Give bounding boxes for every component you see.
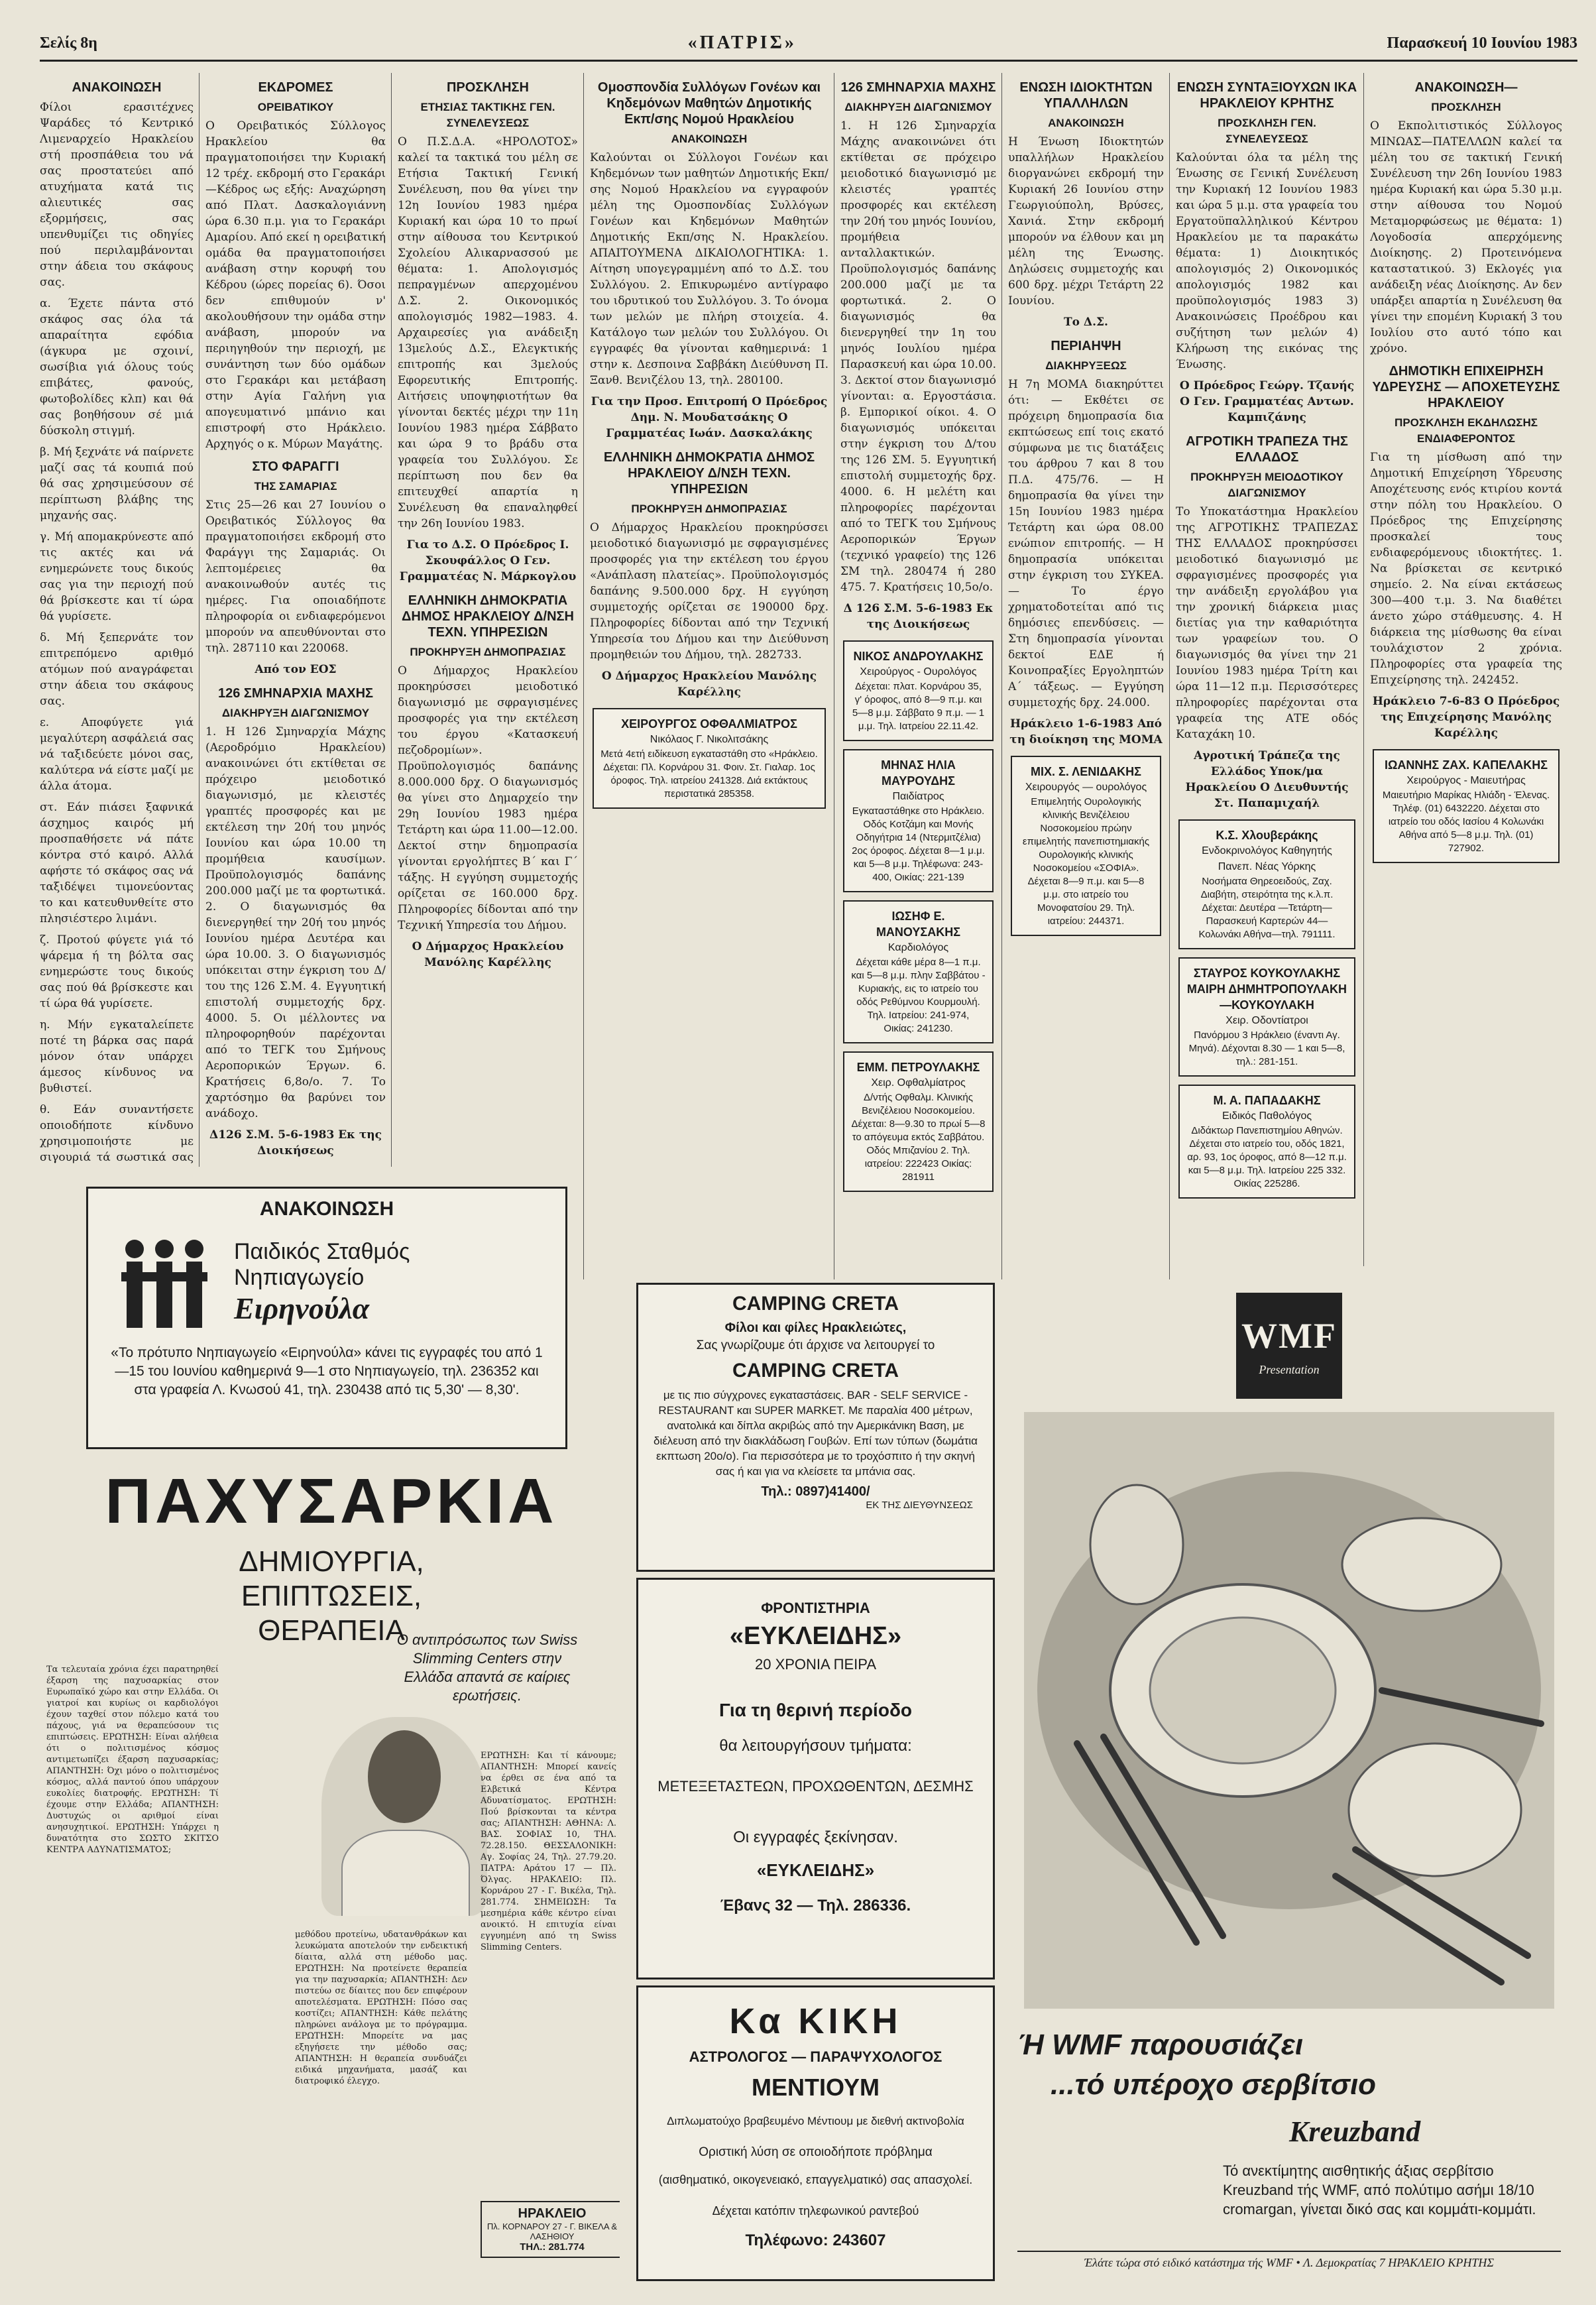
doctor-name: ΙΩΣΗΦ Ε. ΜΑΝΟΥΣΑΚΗΣ [876, 910, 961, 939]
wmf-logo: WMF Presentation [1236, 1293, 1342, 1399]
obesity-column-b: μεθόδου προτείνω, υδατανθράκων και λευκώματα αποτελούν την ενδεικτική δίαιτα, αλλά στη μέθοδο μας. ΕΡΩΤΗΣΗ: Να προτείνετε θεραπεία για την παχυσαρκία; ΑΠΑΝΤΗΣΗ: Δεν πιστεύω σε δίαιτες που δεν επιφέρουν αποτελέσματα. ΕΡΩΤΗΣΗ: Πόσο σας κοστίζει; ΑΠΑΝΤΗΣΗ: Κάθε πελάτης πληρώνει ανάλογα με το πρόγραμμα. ΕΡΩΤΗΣΗ: Μπορείτε να μας εξηγήσετε την μέθοδο σας; ΑΠΑΝΤΗΣΗ: Η θεραπεία συνδυάζει ειδικά μηχανήματα, μασάζ και διατροφικό έλεγχο. [295, 1930, 467, 2086]
doctor-details: Διδάκτωρ Πανεπιστημίου Αθηνών. Δέχεται στο ιατρείο του, οδός 1821, αρ. 93, 1ος όροφος, από 8—12 π.μ. και 5—8 μ.μ. Τηλ. Ιατρείου 225 332. Οικίας 225286. [1187, 1125, 1347, 1189]
column-8 [1370, 73, 1562, 1266]
wmf-body: Τό ανεκτίμητης αισθητικής άξιας σερβίτσιο Kreuzband τής WMF, από πολύτιμο ασήμι 18/10 cromargan, γίνεται δικό σας και κομμάτι-κομμάτι. [1223, 2162, 1536, 2217]
nursery-ad-title: ΑΝΑΚΟΙΝΩΣΗ [259, 1198, 394, 1220]
paragraph: δ. Μή ξεπερνάτε τον επιτρεπόμενο αριθμό ατόμων πού αναγράφεται στην άδεια του σκάφους σας. [40, 631, 194, 708]
tableware-illustration [1024, 1412, 1554, 2009]
paragraph: στ. Εάν πιάσει ξαφνικά άσχημος καιρός μή προσπαθήσετε νά πάτε κόντρα στό καιρό. Αλλά αφήστε τό σκάφος σας νά ταξιδέψει τιμονεύοντας το και κατευθυνθείτε στο πλησιέστερο λιμάνι. [40, 801, 194, 925]
doctor-ad [1178, 1085, 1355, 1199]
obesity-title: ΠΑΧΥΣΑΡΚΙΑ [105, 1466, 558, 1537]
frontistirio-season: Για τη θερινή περίοδο [718, 1700, 913, 1720]
portrait-image [321, 1717, 487, 1916]
notice-title: 126 ΣΜΗΝΑΡΧΙΑ ΜΑΧΗΣ [217, 686, 374, 701]
notice-subtitle: ΔΙΑΚΗΡΥΞΗ ΔΙΑΓΩΝΙΣΜΟΥ [844, 101, 992, 113]
paragraph: α. Έχετε πάντα στό σκάφος σας όλα τά απαραίτητα εφόδια (άγκυρα με σχοινί, σωσίβια γιά όλους τούς επιβάτες, φανούς, φωτοβολίδες κλπ) και θά σας βοηθήσουν σέ μιά δύσκολη στιγμή. [40, 297, 194, 438]
astrologer-tel: Τηλέφωνο: 243607 [745, 2231, 886, 2249]
doctor-specialty: Χειρούργος - Ουρολόγος [860, 666, 977, 678]
doctor-ad [843, 640, 994, 741]
doctor-name: ΧΕΙΡΟΥΡΓΟΣ ΟΦΘΑΛΜΙΑΤΡΟΣ [621, 717, 797, 731]
doctor-name: Μ. Α. ΠΑΠΑΔΑΚΗΣ [1213, 1094, 1321, 1107]
page-number: Σελίς 8η [40, 34, 97, 52]
notice-body: 1. Η 126 Σμηναρχία Μάχης (Αεροδρόμιο Ηρακλείου) ανακοινώνει ότι εκτίθεται σε πρόχειρο μειοδοτικό διαγωνισμό, με κλειστές γραπτές προσφορές και με εκτέλεση την 20ή του μηνός Ιουνίου και ώρα 10.00 τη προμήθεια καυσίμων. Προϋπολογισμός δαπάνης 200.000 μαζί με τα φορτωτικά. 2. Ο διαγωνισμός θα διενεργηθεί την 20ή του μηνός Ιουνίου ημέρα Δευτέρα και ώρα 10.00. 3. Ο διαγωνισμός υπόκειται στην έγκριση του Δ/του της 126 Σ.Μ. 4. Εγγυητική επιστολή συμμετοχής δρχ. 4000. 5. Οι μέλλοντες να πληροφορηθούν παρέχονται από το ΤΕΓΚ του Σμήνους Αεροπορικών Έργων. 6. Κρατήσεις 6,8ο/ο. 7. Το χαρτόσημο θα βαρύνει τον ανάδοχο. [205, 725, 386, 1120]
doctor-specialty: Καρδιολόγος [887, 942, 949, 953]
doctor-ad [843, 749, 994, 892]
doctor-details: Δέχεται κάθε μέρα 8—1 π.μ. και 5—8 μ.μ. πλην Σαββάτου - Κυριακής, εις το ιατρείο του οδός Ρεθύμνου Κουρμουλή. Τηλ. Ιατρείου: 241-974, Οικίας: 241230. [851, 957, 986, 1034]
cutlery-table-image [1024, 1412, 1554, 2009]
astrologer-role: ΑΣΤΡΟΛΟΓΟΣ — ΠΑΡΑΨΥΧΟΛΟΓΟΣ [689, 2048, 942, 2065]
column-7 [1176, 73, 1358, 1266]
notice-subtitle: ΔΙΑΚΗΡΥΞΗ ΔΙΑΓΩΝΙΣΜΟΥ [221, 707, 370, 719]
doctor-name: Κ.Σ. Χλουβεράκης [1216, 829, 1318, 842]
notice-subtitle: ΕΤΗΣΙΑΣ ΤΑΚΤΙΚΗΣ ΓΕΝ. ΣΥΝΕΛΕΥΣΕΩΣ [420, 101, 555, 129]
notice-subtitle: ΑΝΑΚΟΙΝΩΣΗ [1048, 117, 1124, 129]
paragraph: θ. Εάν συναντήσετε οποιοδήποτε κίνδυνο χρησιμοποιήστε με σιγουριά τά σωστικά σας [40, 1103, 194, 1164]
notice-title: ΠΡΟΣΚΛΗΣΗ [446, 80, 529, 95]
doctor-specialty: Νικόλαος Γ. Νικολιτσάκης [650, 734, 769, 745]
notice-signature: Για το Δ.Σ. Ο Πρόεδρος Ι. Σκουφάλλος Ο Γεν. Γραμματέας Ν. Μάρκογλου [399, 538, 577, 583]
wmf-headline-1: Ή WMF παρουσιάζει [1017, 2029, 1304, 2061]
camping-tel: Τηλ.: 0897)41400/ [761, 1484, 870, 1499]
astrologer-ad [636, 1985, 995, 2281]
frontistirio-address: Έβανς 32 — Τηλ. 286336. [720, 1897, 911, 1915]
frontistirio-courses: ΜΕΤΕΞΕΤΑΣΤΕΩΝ, ΠΡΟΧΩΘΕΝΤΩΝ, ΔΕΣΜΗΣ [657, 1778, 974, 1795]
doctor-details: Δ/ντής Οφθαλμ. Κλινικής Βενιζέλειου Νοσοκομείου. Δέχεται: 8—9.30 το πρωί 5—8 το απόγευμα εκτός Σαββάτου. Οδός Μπιζανίου 2. Τηλ. ιατρείου: 222423 Οικίας: 281911 [851, 1092, 986, 1183]
notice-title: 126 ΣΜΗΝΑΡΧΙΑ ΜΑΧΗΣ [840, 80, 996, 95]
paragraph: Φίλοι ερασιτέχνες Ψαράδες τό Κεντρικό Λιμεναρχείο Ηρακλείου στή προσπάθεια του νά σας προστατεύει από ατυχήματα κατά τις αλιευτικές σας εξορμήσεις, σας υπενθυμίζει τις οδηγίες πού περιλαμβάνονται στην άδεια του σκάφους σας. [40, 101, 194, 289]
frontistirio-name: «ΕΥΚΛΕΙΔΗΣ» [729, 1622, 902, 1650]
notice-signature: Ο Δήμαρχος Ηρακλείου Μανόλης Καρέλλης [412, 940, 564, 969]
camping-body: με τις πιο σύγχρονες εγκαταστάσεις. BAR - SELF SERVICE - RESTAURANT και SUPER MARKET. Με παραλία 400 μέτρων, ανατολικά και δίπλα ακριβώς από την Αμερικάνικη Βαση, με διέλευση από την διακλάδωση Γουβών. Επί των τύπων (δωμάτια εκπτωση 20ο/ο). Για περισσότερα με το τροχόσπιτο ή την σκηνή σας ή και για να κλείσετε τα μπάνια σας. [653, 1389, 978, 1478]
doctor-name: ΣΤΑΥΡΟΣ ΚΟΥΚΟΥΛΑΚΗΣ ΜΑΙΡΗ ΔΗΜΗΤΡΟΠΟΥΛΑΚΗ—ΚΟΥΚΟΥΛΑΚΗ [1186, 967, 1347, 1012]
notice-subtitle: ΤΗΣ ΣΑΜΑΡΙΑΣ [254, 480, 337, 493]
notice-signature: Δ 126 Σ.Μ. 5-6-1983 Εκ της Διοικήσεως [843, 602, 994, 631]
notice-subtitle: ΠΡΟΣΚΛΗΣΗ [1431, 101, 1501, 113]
doctor-name: ΕΜΜ. ΠΕΤΡΟΥΛΑΚΗΣ [856, 1061, 980, 1074]
camping-ad [636, 1283, 995, 1572]
notice-signature: Αγροτική Τράπεζα της Ελλάδος Υποκ/μα Ηρακλείου Ο Διευθυντής Στ. Παπαμιχαήλ [1185, 749, 1349, 810]
frontistirio-name-2: «ΕΥΚΛΕΙΔΗΣ» [756, 1860, 875, 1880]
doctor-name: ΜΙΧ. Σ. ΛΕΝΙΔΑΚΗΣ [1031, 765, 1141, 778]
children-logo-icon [108, 1232, 221, 1332]
doctor-specialty: Χειρουργός — ουρολόγος [1025, 782, 1147, 793]
paragraph: γ. Μή απομακρύνεστε από τις ακτές και νά ενημερώνετε τους δικούς σας για την περιοχή πού θά βρίσκεστε και τί ώρα θά γυρίσετε. [40, 530, 194, 623]
notice-title: ΔΗΜΟΤΙΚΗ ΕΠΙΧΕΙΡΗΣΗ ΥΔΡΕΥΣΗΣ — ΑΠΟΧΕΤΕΥΣΗΣ ΗΡΑΚΛΕΙΟΥ [1372, 364, 1560, 410]
notice-signature: Ηράκλειο 7-6-83 Ο Πρόεδρος της Επιχείρησης Μανόλης Καρέλλης [1372, 695, 1560, 740]
notice-body: Καλούνται όλα τα μέλη της Ένωσης σε Γενική Συνέλευση την Κυριακή 12 Ιουνίου 1983 και ώρα 5 μ.μ. στα γραφεία του Εργατοϋπαλληλικού Κέντρου Ηρακλείου με τα παρακάτω θέματα: 1) Διοικητικός απολογισμός 2) Οικονομικός απολογισμός 1982 και προϋπολογισμός 1983 3) Ανακοινώσεις Προέδρου και συζήτηση των μελών 4) Κλήρωση της εικόνας της Ένωσης. [1176, 151, 1358, 371]
doctor-details: Μετά 4ετή ειδίκευση εγκαταστάθη στο «Ηράκλειο. Δέχεται: Πλ. Κορνάρου 31. Φοιν. Στ. Γιαλαρ. 1ος όροφος. Τηλ. ιατρείου 241328. Διά εκτάκτους περιστατικά 285358. [600, 748, 818, 799]
notice-subtitle: ΠΡΟΣΚΛΗΣΗ ΕΚΔΗΛΩΣΗΣ ΕΝΔΙΑΦΕΡΟΝΤΟΣ [1395, 416, 1538, 445]
doctor-name: ΜΗΝΑΣ ΗΛΙΑ ΜΑΥΡΟΥΔΗΣ [881, 758, 956, 788]
doctor-details: Πανόρμου 3 Ηράκλειο (έναντι Αγ. Μηνά). Δέχονται 8.30 — 1 και 5—8, τηλ.: 281-151. [1188, 1030, 1345, 1067]
notice-body: Ο Π.Σ.Δ.Α. «ΗΡΟΛΟΤΟΣ» καλεί τα τακτικά του μέλη σε Ετήσια Τακτική Γενική Συνέλευση, που θα γίνει την 12η Ιουνίου 1983 ημέρα Κυριακή και ώρα 10 το πρωί στην αίθουσα του Κεντρικού Σχολείου Αλικαρνασσού με θέματα: 1. Απολογισμός πεπραγμένων απερχομένου Δ.Σ. 2. Οικονομικός απολογισμός 1982—1983. 4. Αρχαιρεσίες για ανάδειξη 13μελούς Δ.Σ., Ελεγκτικής επιτροπής και 3μελούς Εφορευτικής Επιτροπής. Αιτήσεις υποψηφιοτήτων θα γίνονται δεκτές μέχρι την 11η Ιουνίου 1983 ημέρα Σάββατο και ώρα 9 το βράδυ στα γραφεία του Συλλόγου. Σε περίπτωση που δεν θα επιτευχθεί απαρτία η Συνέλευση θα επαναληφθεί την 26η Ιουνίου 1983. [398, 135, 578, 530]
nursery-ad-text: «Το πρότυπο Νηπιαγωγείο «Ειρηνούλα» κάνει τις εγγραφές του από 1—15 του Ιουνίου καθημερινά 9—1 στο Νηπιαγωγείο, τηλ. 236352 και στα γραφεία Λ. Κνωσού 41, τηλ. 230438 από τις 5,30' — 8,30'. [111, 1345, 543, 1397]
notice-signature: Δ126 Σ.Μ. 5-6-1983 Εκ της Διοικήσεως [209, 1128, 382, 1157]
doctor-details: Δέχεται: πλατ. Κορνάρου 35, γ' όροφος, από 8—9 π.μ. και 5—8 μ.μ. Σάββατο 9 π.μ. — 1 μ.μ. Τηλ. Ιατρείου 22.11.42. [852, 681, 985, 732]
doctor-details: Επιμελητής Ουρολογικής κλινικής Βενιζέλειου Νοσοκομείου πρώην επιμελητής πανεπιστημιακής Ουρολογικής κλινικής Νοσοκομείου «ΣΟΦΙΑ». Δέχεται 8—9 π.μ. και 5—8 μ.μ. στο ιατρείο του Μονοφατσίου 29. Τηλ. ιατρείου: 244371. [1022, 796, 1150, 927]
wmf-footer: Έλάτε τώρα στό ειδικό κατάστημα τής WMF • Λ. Δεμοκρατίας 7 ΗΡΑΚΛΕΙΟ ΚΡΗΤΗΣ [1017, 2251, 1561, 2270]
notice-signature: Ο Δήμαρχος Ηρακλείου Μανόλης Καρέλλης [601, 670, 817, 699]
notice-signature: Το Δ.Σ. [1064, 316, 1108, 329]
obesity-address-box [481, 2201, 620, 2258]
doctor-ad [843, 900, 994, 1043]
announcement-title: ΑΝΑΚΟΙΝΩΣΗ [72, 80, 162, 95]
notice-signature: Για την Προσ. Επιτροπή Ο Πρόεδρος Δημ. Ν. Μουδατσάκης Ο Γραμματέας Ιωάν. Δασκαλάκης [591, 395, 828, 440]
paragraph: ε. Αποφύγετε γιά μεγαλύτερη ασφάλειά σας νά ταξιδεύετε μόνοι σας, καλύτερα νά είστε μαζί με άλλα άτομα. [40, 716, 194, 793]
notice-subtitle: ΟΡΕΙΒΑΤΙΚΟΥ [257, 101, 334, 113]
notice-title: ΠΕΡΙΑΗΨΗ [1051, 339, 1121, 353]
camping-title-2: CAMPING CRETA [732, 1360, 899, 1382]
notice-body: Ο Ορειβατικός Σύλλογος Ηρακλείου θα πραγματοποιήσει την Κυριακή 12 τρέχ. εκδρομή στο Γερακάρι—Κέδρος ως εξής: Αναχώρηση από Πλατ. Δασκαλογιάννη ώρα 6.30 π.μ. για το Γερακάρι Αμαρίου. Από εκεί η ορειβατική ομάδα θα πραγματοποιήσει ανάβαση στην κορυφή του Κέδρου (ώρες πορείας 6). Όσοι δεν επιθυμούν ν' ακολουθήσουν την ομάδα στην ανάβαση, μπορούν να περιηγηθούν την περιοχή, με συνάντηση των δύο ομάδων στο Γερακάρι και μετάβαση στην Αγία Γαλήνη για απογευματινό μπάνιο και επιστροφή στο Ηράκλειο. Αρχηγός ο κ. Μύρων Μαγάτης. [205, 119, 386, 451]
issue-date: Παρασκευή 10 Ιουνίου 1983 [1387, 34, 1577, 52]
address-line: Πλ. ΚΟΡΝΑΡΟΥ 27 - Γ. ΒΙΚΕΛΑ & ΛΑΣΗΘΙΟΥ [486, 2221, 618, 2241]
notice-signature: Ηράκλειο 1-6-1983 Από τη διοίκηση της ΜΟΜΑ [1009, 717, 1163, 746]
obesity-ad [43, 1458, 620, 2280]
paragraph: β. Μή ξεχνάτε νά παίρνετε μαζί σας τά κουπιά πού θά σας χρησιμεύσουν σέ περίπτωση βλάβης της μηχανής σας. [40, 445, 194, 522]
notice-subtitle: ΠΡΟΣΚΛΗΣΗ ΓΕΝ. ΣΥΝΕΛΕΥΣΕΩΣ [1218, 117, 1316, 145]
page-header [40, 27, 1577, 62]
frontistirio-label: ΦΡΟΝΤΙΣΤΗΡΙΑ [761, 1600, 870, 1616]
doctor-details: Εγκαταστάθηκε στο Ηράκλειο. Οδός Κοτζάμη και Μονής Οδηγήτρια 14 (Ντερμιτζέλια) 2ος όροφος. Δέχεται 8—1 μ.μ. και 5—8 μ.μ. Τηλέφωνα: 243-400, Οικίας: 221-139 [852, 805, 985, 883]
notice-body: Στις 25—26 και 27 Ιουνίου ο Ορειβατικός Σύλλογος θα πραγματοποιήσει εκδρομή στο Φαράγγι της Σαμαριάς. Οι λεπτομέρειες θα ανακοινωθούν αυτές τις ημέρες. Για οποιαδήποτε πληροφορία οι ενδιαφερόμενοι μπορούν να απευθύνονται στο τηλ. 287110 και 220068. [205, 499, 386, 655]
doctor-name: ΝΙΚΟΣ ΑΝΔΡΟΥΛΑΚΗΣ [853, 650, 984, 663]
frontistirio-line: θα λειτουργήσουν τμήματα: [719, 1737, 912, 1755]
notice-signature: Από τον ΕΟΣ [255, 663, 337, 676]
column-1 [40, 73, 194, 1167]
notice-signature: Ο Πρόεδρος Γεώργ. Τζανής Ο Γεν. Γραμματέας Αντων. Καμπιζάνης [1179, 379, 1355, 424]
obesity-subtitle: ΔΗΜΙΟΥΡΓΙΑ, ΕΠΙΠΤΩΣΕΙΣ, ΘΕΡΑΠΕΙΑ [239, 1545, 424, 1647]
notice-body: Η 7η ΜΟΜΑ διακηρύττει ότι: — Εκθέτει σε πρόχειρη δημοπρασία δια εκπτώσεως επί τοις εκατό σύμφωνα με τις διατάξεις του άρθρου 7 και 8 του Π.Δ. 475/76. — Η δημοπρασία θα γίνει την 15η Ιουνίου 1983 ημέρα Τετάρτη και ώρα 08.00 ενώπιον επιτροπής. — Η δημοπρασία υπόκειται στην έγκριση του ΣΥΚΕΑ. — Το έργο χρηματοδοτείται από τις δημόσιες επενδύσεις. — Στη δημοπρασία γίνονται δεκτοί ΕΔΕ ή Κοινοπραξίες Εργοληπτών Α΄ τάξεως. — Εγγύηση συμμετοχής δρχ. 24.000. [1008, 378, 1164, 709]
paragraph: ζ. Προτού φύγετε γιά τό ψάρεμα ή τη βόλτα σας ενημερώστε τους δικούς σας πού θά βρίσκεστε και τί ώρα θά γυρίσετε. [40, 933, 194, 1010]
masthead: «ΠΑΤΡΙΣ» [687, 32, 797, 53]
notice-subtitle: ΠΡΟΚΗΡΥΞΗ ΔΗΜΟΠΡΑΣΙΑΣ [410, 646, 566, 658]
address-city: ΗΡΑΚΛΕΙΟ [518, 2206, 587, 2221]
notice-body: Καλούνται οι Σύλλογοι Γονέων και Κηδεμόνων των μαθητών Δημοτικής Εκπ/σης Νομού Ηρακλείου να εγγραφούν μέλη της Ομοσπονδίας Συλλόγων Γονέων και Κηδεμόνων Μαθητών Δημοτικής Εκπ/σης Ν. Ηρακλείου. ΑΠΑΙΤΟΥΜΕΝΑ ΔΙΚΑΙΟΛΟΓΗΤΙΚΑ: 1. Αίτηση υπογεγραμμένη από το Δ.Σ. του Συλλόγου. 2. Επικυρωμένο αντίγραφο του ιδρυτικού του Συλλόγου. 3. Το όνομα των μελών με πλήρη στοιχεία. 4. Κατάλογο των μελών του Συλλόγου. Οι εγγραφές θα γίνονται καθημερινά: 1 στην κ. Δεσποινα Σαββάκη Διεύθυνση Π. Ξανθ. Βενιζέλου 13, τηλ. 280100. [590, 151, 828, 387]
doctor-ad [593, 708, 826, 809]
wmf-product: Kreuzband [1289, 2115, 1421, 2148]
doctor-details: Μαιευτήριο Μαρίκας Ηλιάδη - Έλενας. Τηλέφ. (01) 6432220. Δέχεται στο ιατρείο του οδός Ιασίου 4 Κολωνάκι Αθήνα από 5—8 μ.μ. Τηλ. (01) 727902. [1382, 790, 1550, 854]
notice-title: ΕΚΔΡΟΜΕΣ [258, 80, 333, 95]
obesity-intro: Ο αντιπρόσωπος των Swiss Slimming Centers στην Ελλάδα απαντά σε καίριες ερωτήσεις. [396, 1631, 578, 1704]
doctor-specialty: Ενδοκρινολόγος Καθηγητής Πανεπ. Νέας Υόρκης [1202, 845, 1332, 872]
camping-line1: Φίλοι και φίλες Ηρακλειώτες, [724, 1321, 907, 1335]
camping-signature: ΕΚ ΤΗΣ ΔΙΕΥΘΥΝΣΕΩΣ [866, 1500, 973, 1511]
doctor-specialty: Χειρούργος - Μαιευτήρας [1406, 775, 1526, 786]
notice-subtitle: ΠΡΟΚΗΡΥΞΗ ΜΕΙΟΔΟΤΙΚΟΥ ΔΙΑΓΩΝΙΣΜΟΥ [1190, 471, 1343, 499]
nursery-logo-name: Ειρηνούλα [234, 1291, 370, 1325]
notice-body: Ο Εκπολιτιστικός Σύλλογος ΜΙΝΩΑΣ—ΠΑΤΕΛΛΩΝ καλεί τα μέλη του σε τακτική Γενική Συνέλευση την 26η Ιουνίου 1983 ημέρα Κυριακή και ώρα 5.30 μ.μ. στην αίθουσα του Νομού Μεταμορφώσεως με θέματα: 1) Λογοδοσία απερχόμενης Διοίκησης. 2) Προτεινόμενα καταστατικού. 3) Εκλογές για ανάδειξη νέας Διοίκησης. Αν δεν υπάρξει απαρτία η Συνέλευση θα γίνει την επομένη Κυριακή 3 του Ιουλίου στο αυτό τόπο και χρόνο. [1370, 119, 1562, 355]
address-tel: ΤΗΛ.: 281.774 [520, 2241, 585, 2253]
doctor-name: ΙΩΑΝΝΗΣ ΖΑΧ. ΚΑΠΕΛΑΚΗΣ [1384, 758, 1548, 772]
notice-body: Το Υποκατάστημα Ηρακλείου της ΑΓΡΟΤΙΚΗΣ ΤΡΑΠΕΖΑΣ ΤΗΣ ΕΛΛΑΔΟΣ προκηρύσσει μειοδοτικό διαγωνισμό με σφραγισμένες προσφορές για την ανάδειξη εργολάβου για την χρονική διάρκεια μιας διετίας για την καθαριότητα των γραφείων του. Ο διαγωνισμός θα γίνει την 21 Ιουνίου 1983 ημέρα Τρίτη και ώρα 11—12 π.μ. Περισσότερες πληροφορίες παρέχονται στα γραφεία της ΑΤΕ οδός Καταχάκη 10. [1176, 505, 1358, 741]
wmf-headline-2: ...τό υπέροχο σερβίτσιο [1051, 2068, 1377, 2101]
doctor-ad [1178, 819, 1355, 949]
notice-body: 1. Η 126 Σμηναρχία Μάχης ανακοινώνει ότι εκτίθεται σε πρόχειρο μειοδοτικό διαγωνισμό με κλειστές γραπτές προσφορές και εκτέλεση την 20ή του μηνός Ιουνίου, προμήθεια ανταλλακτικών. Προϋπολογισμός δαπάνης 200.000 μαζί με τα φορτωτικά. 2. Ο διαγωνισμός θα διενεργηθεί την 1η του μηνός Ιουλίου ημέρα Παρασκευή και ώρα 10.00. 3. Δεκτοί στον διαγωνισμό γίνονται: α. Εργοστάσια. β. Εμπορικοί οίκοι. 4. Ο διαγωνισμός υπόκειται στην έγκριση του Δ/του της 126 ΣΜ. 5. Εγγυητική επιστολή συμμετοχής δρχ. 4000. 6. Η μελέτη και πληροφορίες παρέχονται από το ΤΕΓΚ του Σμήνους Αεροπορικών Έργων (τεχνικό γραφείο) της 126 ΣΜ τηλ. 280474 ή 280 475. 7. Κρατήσεις 10,5ο/ο. [840, 119, 996, 594]
notice-body: Ο Δήμαρχος Ηρακλείου προκηρύσσει μειοδοτικό διαγωνισμό με σφραγισμένες προσφορές για την εκτέλεση του έργου «Ανάπλαση πλατείας». Προϋπολογισμός δαπάνης 9.500.000 δρχ. Η εγγύηση συμμετοχής ορίζεται σε 190000 δρχ. Πληροφορίες δίδονται από την Τεχνική Υπηρεσία του Δήμου και την Διεύθυνση προμηθειών του Δήμου, τηλ. 282733. [590, 521, 828, 662]
astrologer-line2: Οριστική λύση σε οποιοδήποτε πρόβλημα [699, 2145, 933, 2159]
notice-subtitle: ΑΝΑΚΟΙΝΩΣΗ [671, 133, 748, 145]
astrologer-line1: Διπλωματούχο βραβευμένο Μέντιουμ με διεθνή ακτινοβολία [667, 2115, 964, 2127]
astrologer-line4: Δέχεται κατόπιν τηλεφωνικού ραντεβού [712, 2204, 919, 2217]
wmf-logo-sub: Presentation [1259, 1363, 1320, 1376]
obesity-column-a: Τα τελευταία χρόνια έχει παρατηρηθεί έξαρση της παχυσαρκίας στον Ευρωπαϊκό χώρο και στην Ελλάδα. Οι γιατροί και κυρίως οι καρδιολόγοι έχουν ταχθεί στον πόλεμο κατά του πάχους, γιά να θεραπεύσουν τις επιπτώσεις. ΕΡΩΤΗΣΗ: Είναι αλήθεια ότι ο πολιτισμένος κόσμος αντιμετωπίζει έξαρση παχυσαρκίας; ΑΠΑΝΤΗΣΗ: Όχι μόνο ο πολιτισμένος κόσμος, αλλά παντού όπου υπάρχουν ευκολίες διατροφής. ΕΡΩΤΗΣΗ: Τί έχουμε στην Ελλάδα; ΑΠΑΝΤΗΣΗ: Δυστυχώς οι αριθμοί είναι ανησυχητικοί. ΕΡΩΤΗΣΗ: Υπάρχει η δυνατότητα στο ΣΩΣΤΟ ΣΚΙΤΣΟ ΚΕΝΤΡΑ ΑΔΥΝΑΤΙΣΜΑΤΟΣ; [46, 1665, 219, 1855]
astrologer-line3: (αισθηματικό, οικογενειακό, επαγγελματικό) σας απασχολεί. [658, 2173, 973, 2186]
notice-title: ΕΝΩΣΗ ΣΥΝΤΑΞΙΟΥΧΩΝ ΙΚΑ ΗΡΑΚΛΕΙΟΥ ΚΡΗΤΗΣ [1176, 80, 1357, 111]
doctor-ad [1373, 749, 1560, 863]
doctor-ad [843, 1051, 994, 1192]
notice-title: ΕΝΩΣΗ ΙΔΙΟΚΤΗΤΩΝ ΥΠΑΛΛΗΛΩΝ [1019, 80, 1153, 111]
wmf-ad [1011, 1293, 1568, 2280]
notice-body: Ο Δήμαρχος Ηρακλείου προκηρύσσει μειοδοτικό διαγωνισμό με σφραγισμένες προσφορές για την εκτέλεση του έργου «Κατασκευή πεζοδρομίων». Προϋπολογισμός δαπάνης 8.000.000 δρχ. Ο διαγωνισμός θα γίνει στο Δημαρχείο την 29η Ιουνίου 1983 ημέρα Τετάρτη και ώρα 11.00—12.00. Δεκτοί στην δημοπρασία γίνονται εργολήπτες Β΄ και Γ΄ τάξης. Η εγγύηση συμμετοχής ορίζεται σε 160.000 δρχ. Πληροφορίες δίδονται από την Τεχνική Υπηρεσία του Δήμου. [398, 664, 578, 932]
frontistirio-ad [636, 1578, 995, 1980]
doctor-details: Νοσήματα Θηρεοειδούς, Ζαχ. Διαβήτη, στειρότητα της κ.λ.π. Δέχεται: Δευτέρα —Τετάρτη—Παρασκευή Καρτερών 44—Κολωνάκι Αθήνα—τηλ. 791111. [1198, 876, 1336, 940]
notice-subtitle: ΠΡΟΚΗΡΥΞΗ ΔΗΜΟΠΡΑΣΙΑΣ [631, 502, 787, 515]
notice-body: Για τη μίσθωση από την Δημοτική Επιχείρηση Ύδρευσης Αποχέτευσης ενός κτιρίου κοντά στην πόλη του Ηρακλείου. Ο Πρόεδρος της Επιχείρησης προσκαλεί τους ενδιαφερόμενους ιδιοκτήτες. 1. Να βρίσκεται σε κεντρικό σημείο. 2. Να είναι εκτάσεως 300—400 τ.μ. 3. Να διαθέτει άνετο χώρο στάθμευσης. 4. Η διάρκεια της μίσθωσης θα είναι τουλάχιστον 2 χρόνια. Πληροφορίες στα γραφεία της Επιχείρησης τηλ. 242452. [1370, 451, 1562, 687]
doctor-specialty: Ειδικός Παθολόγος [1222, 1110, 1312, 1122]
frontistirio-years: 20 ΧΡΟΝΙΑ ΠΕΙΡΑ [754, 1656, 876, 1673]
notice-title: ΕΛΛΗΝΙΚΗ ΔΗΜΟΚΡΑΤΙΑ ΔΗΜΟΣ ΗΡΑΚΛΕΙΟΥ Δ/ΝΣΗ ΤΕΧΝ. ΥΠΗΡΕΣΙΩΝ [402, 593, 574, 640]
frontistirio-open: Οι εγγραφές ξεκίνησαν. [733, 1828, 898, 1846]
astrologer-sub: ΜΕΝΤΙΟΥΜ [752, 2074, 880, 2101]
notice-subtitle: ΔΙΑΚΗΡΥΞΕΩΣ [1045, 359, 1127, 372]
nursery-ad [86, 1187, 567, 1449]
doctor-specialty: Χειρ. Οδοντίατροι [1226, 1015, 1308, 1026]
doctor-specialty: Χειρ. Οφθαλμίατρος [871, 1077, 966, 1089]
column-4 [590, 73, 828, 1279]
notice-title: Ομοσπονδία Συλλόγων Γονέων και Κηδεμόνων Μαθητών Δημοτικής Εκπ/σης Νομού Ηρακλείου [597, 80, 821, 127]
doctor-ad [1011, 756, 1161, 936]
camping-title: CAMPING CRETA [732, 1293, 899, 1315]
paragraph: η. Μήν εγκαταλείπετε ποτέ τη βάρκα σας παρά μόνον όταν υπάρχει άμεσος κίνδυνος να βυθιστεί. [40, 1018, 194, 1095]
notice-title: ΣΤΟ ΦΑΡΑΓΓΙ [252, 459, 339, 474]
nursery-logo-line1: Παιδικός Σταθμός [234, 1238, 410, 1264]
notice-body: Η Ένωση Ιδιοκτητών υπαλλήλων Ηρακλείου διοργανώνει εκδρομή την Κυριακή 26 Ιουνίου στην Γεωργιούπολη, Βρύσες, Χανιά. Στην εκδρομή μπορούν να έλθουν και μη μέλη της Ένωσης. Δηλώσεις συμμετοχής και 600 δρχ. μέχρι Τετάρτη 22 Ιουνίου. [1008, 135, 1164, 308]
camping-line2: Σας γνωρίζουμε ότι άρχισε να λειτουργεί το [696, 1338, 935, 1352]
column-5 [840, 73, 996, 1279]
notice-title: ΑΓΡΟΤΙΚΗ ΤΡΑΠΕΖΑ ΤΗΣ ΕΛΛΑΔΟΣ [1186, 434, 1348, 465]
notice-title: ΑΝΑΚΟΙΝΩΣΗ— [1414, 80, 1518, 95]
nursery-logo-line2: Νηπιαγωγείο [234, 1264, 365, 1290]
column-3 [398, 73, 578, 1167]
doctor-specialty: Παιδίατρος [892, 791, 944, 802]
notice-title: ΕΛΛΗΝΙΚΗ ΔΗΜΟΚΡΑΤΙΑ ΔΗΜΟΣ ΗΡΑΚΛΕΙΟΥ Δ/ΝΣΗ ΤΕΧΝ. ΥΠΗΡΕΣΙΩΝ [603, 450, 815, 497]
column-2 [205, 73, 386, 1167]
doctor-ad [1178, 957, 1355, 1077]
column-6 [1008, 73, 1164, 1279]
obesity-column-c: ΕΡΩΤΗΣΗ: Και τί κάνουμε; ΑΠΑΝΤΗΣΗ: Μπορεί κανείς να έρθει σε ένα από τα Ελβετικά Κέντρα Αδυνατίσματος. ΕΡΩΤΗΣΗ: Πού βρίσκονται τα κέντρα σας; ΑΠΑΝΤΗΣΗ: ΑΘΗΝΑ: Λ. ΒΑΣ. ΣΟΦΙΑΣ 10, ΤΗΛ. 72.28.150. ΘΕΣΣΑΛΟΝΙΚΗ: Αγ. Σοφίας 24, Τηλ. 27.79.20. ΠΑΤΡΑ: Αράτου 17 — Πλ. Όλγας. ΗΡΑΚΛΕΙΟ: Πλ. Κορνάρου 27 - Γ. Βικέλα, Τηλ. 281.774. ΣΗΜΕΙΩΣΗ: Τα μεσημέρια κάθε κέντρο είναι ανοικτό. Η επιτυχία είναι εγγυημένη από τη Swiss Slimming Centers. [481, 1751, 616, 1952]
astrologer-name: Κα ΚΙΚΗ [729, 2001, 902, 2041]
